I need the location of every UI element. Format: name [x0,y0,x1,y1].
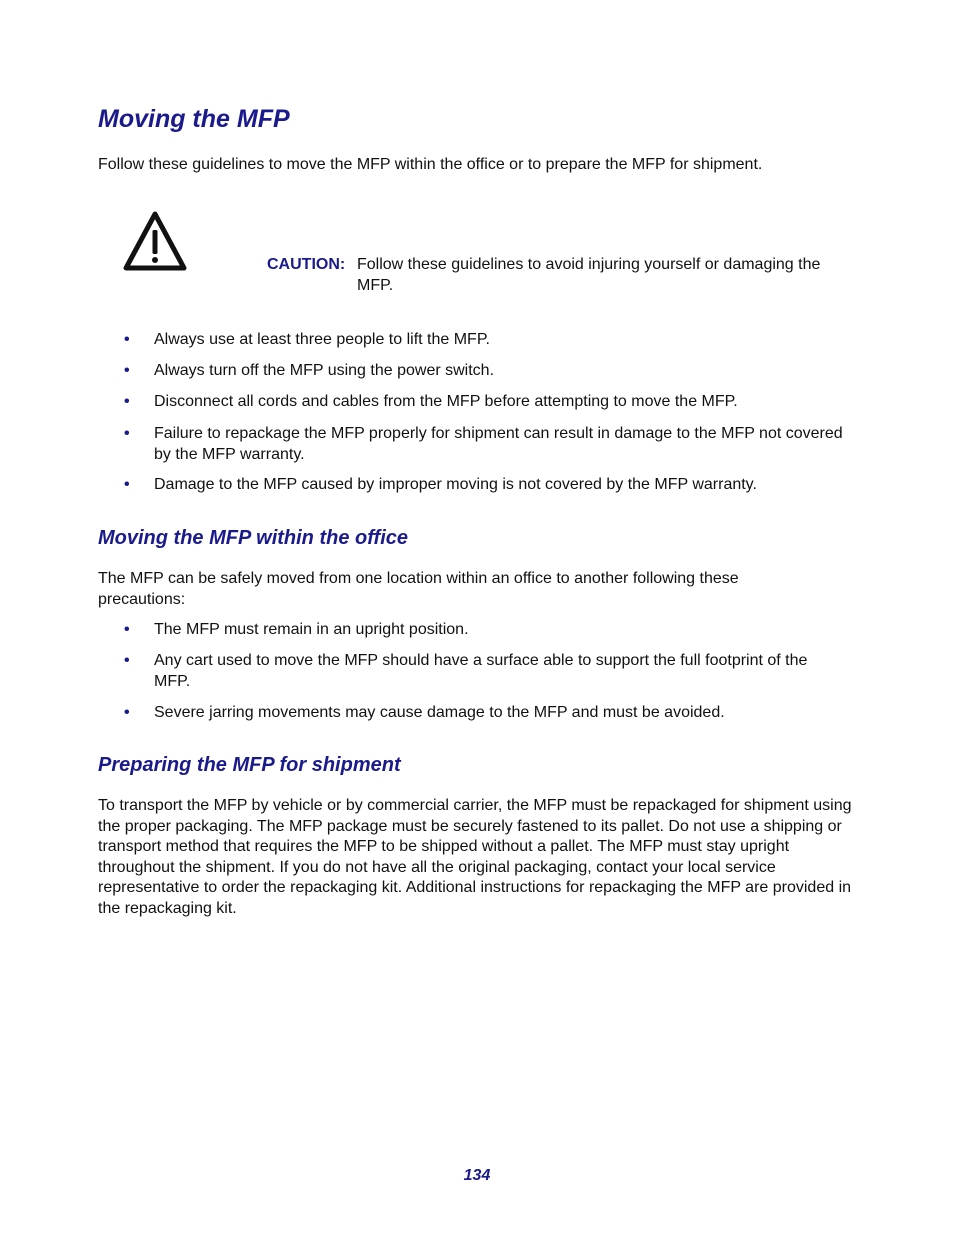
list-item [124,651,844,692]
bullet-icon: • [124,621,130,638]
list-item [124,361,844,382]
page-number: 134 [463,1167,491,1184]
list-item [124,424,844,465]
caution-text: Follow these guidelines to avoid injuring yourself or damaging the MFP. [357,256,821,294]
office-intro-paragraph: The MFP can be safely moved from one location within an office to another following these precautions: [98,570,739,608]
caution-label: CAUTION: [267,256,346,273]
section-heading-shipment: Preparing the MFP for shipment [98,754,401,776]
shipment-paragraph: To transport the MFP by vehicle or by commercial carrier, the MFP must be repackaged for shipment using the proper packaging. The MFP package must be securely fastened to its pallet. Do not use a shipping or transport method that requires the MFP to be shipped without a pallet. The MFP must stay upright throughout the shipment. If you do not have all the original packaging, contact your local service representative to order the repackaging kit. Additional instructions for repackaging the MFP are provided in the repackaging kit. [98,797,852,917]
list-item-text: Always use at least three people to lift the MFP. [154,331,490,348]
intro-paragraph: Follow these guidelines to move the MFP within the office or to prepare the MFP for shipment. [98,156,763,173]
list-item [124,703,844,724]
list-item [124,392,844,413]
list-item [124,620,844,641]
caution-note [267,255,837,296]
page-title: Moving the MFP [98,105,290,133]
bullet-icon: • [124,652,130,669]
bullet-icon: • [124,331,130,348]
list-item [124,330,844,351]
list-item [124,475,844,496]
bullet-icon: • [124,393,130,410]
list-item-text: Damage to the MFP caused by improper moving is not covered by the MFP warranty. [154,476,757,493]
list-item-text: Disconnect all cords and cables from the MFP before attempting to move the MFP. [154,393,738,410]
bullet-icon: • [124,704,130,721]
bullet-icon: • [124,476,130,493]
warning-triangle-icon [122,210,188,272]
list-item-text: Always turn off the MFP using the power switch. [154,362,495,379]
section-heading-office: Moving the MFP within the office [98,527,408,549]
list-item-text: Severe jarring movements may cause damage to the MFP and must be avoided. [154,704,725,721]
list-item-text: Any cart used to move the MFP should have a surface able to support the full footprint of the MFP. [154,652,808,690]
bullet-icon: • [124,362,130,379]
bullet-icon: • [124,425,130,442]
list-item-text: Failure to repackage the MFP properly for shipment can result in damage to the MFP not covered by the MFP warranty. [154,425,843,463]
list-item-text: The MFP must remain in an upright position. [154,621,469,638]
